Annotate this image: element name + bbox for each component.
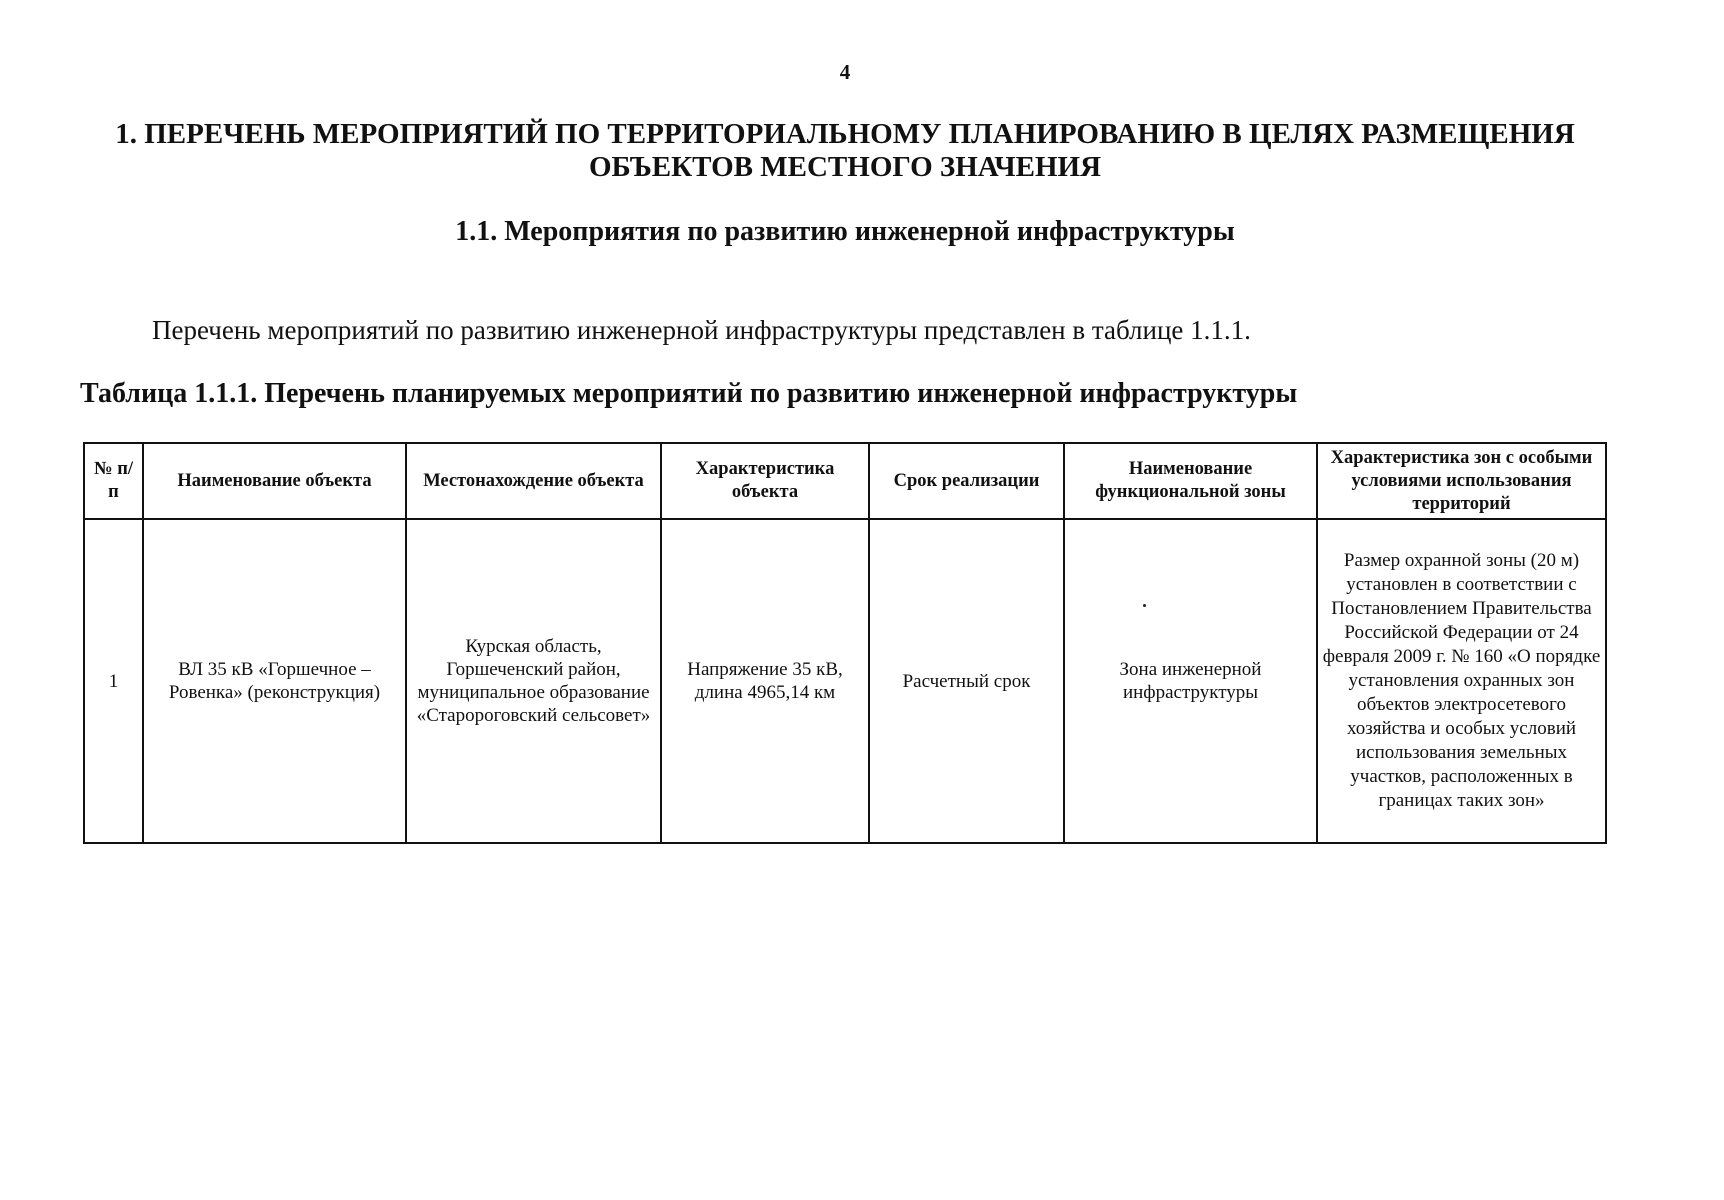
- table-header-row: [84, 443, 1606, 519]
- cell-functional-zone: Зона инженерной инфраструктуры: [1064, 519, 1317, 843]
- table-caption: Таблица 1.1.1. Перечень планируемых мероприятий по развитию инженерной инфраструктуры: [80, 378, 1298, 409]
- section-subtitle: 1.1. Мероприятия по развитию инженерной инфраструктуры: [455, 216, 1235, 247]
- scan-speck: [1143, 604, 1146, 607]
- cell-number: 1: [84, 519, 143, 843]
- events-table: [83, 442, 1607, 844]
- cell-object-name: ВЛ 35 кВ «Горшечное – Ровенка» (реконструкция): [143, 519, 406, 843]
- cell-term: Расчетный срок: [869, 519, 1064, 843]
- cell-location: Курская область, Горшеченский район, муниципальное образование «Старороговский сельсовет»: [406, 519, 661, 843]
- header-term: Срок реализации: [869, 443, 1064, 519]
- header-location: Местонахождение объекта: [406, 443, 661, 519]
- page-number: 4: [839, 60, 851, 84]
- table-row: [84, 519, 1606, 843]
- header-object-name: Наименование объекта: [143, 443, 406, 519]
- header-characteristics: Характеристика объекта: [661, 443, 869, 519]
- main-title: 1. ПЕРЕЧЕНЬ МЕРОПРИЯТИЙ ПО ТЕРРИТОРИАЛЬНОМУ ПЛАНИРОВАНИЮ В ЦЕЛЯХ РАЗМЕЩЕНИЯ ОБЪЕКТОВ МЕСТНОГО ЗНАЧЕНИЯ: [115, 118, 1575, 183]
- cell-characteristics: Напряжение 35 кВ, длина 4965,14 км: [661, 519, 869, 843]
- header-functional-zone: Наименование функциональной зоны: [1064, 443, 1317, 519]
- header-protection-zones: Характеристика зон с особыми условиями использования территорий: [1317, 443, 1606, 519]
- header-number: № п/п: [84, 443, 143, 519]
- intro-paragraph: Перечень мероприятий по развитию инженерной инфраструктуры представлен в таблице 1.1.1.: [152, 315, 1251, 345]
- cell-protection-zones: Размер охранной зоны (20 м) установлен в соответствии с Постановлением Правительства Российской Федерации от 24 февраля 2009 г. № 160 «О порядке установления охранных зон объектов электросетевого хозяйства и особых условий использования земельных участков, расположенных в границах таких зон»: [1317, 519, 1606, 843]
